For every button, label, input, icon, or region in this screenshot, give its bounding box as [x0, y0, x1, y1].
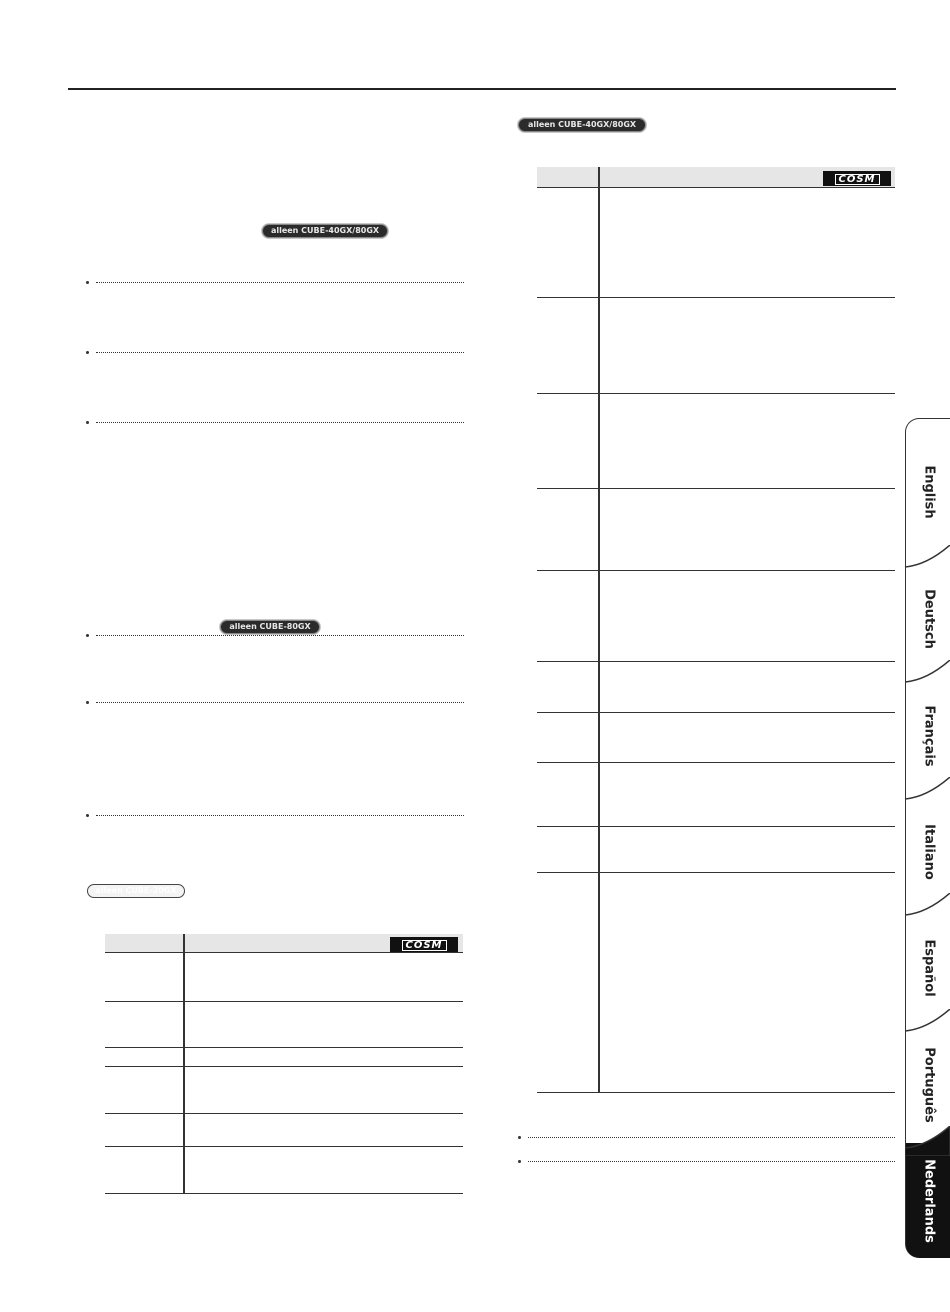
table-rule — [105, 1066, 463, 1067]
dotted-leader — [96, 635, 464, 636]
tab-label: Italiano — [921, 824, 936, 880]
table-rule — [105, 1047, 463, 1048]
table-rule — [105, 1193, 463, 1194]
table-rule — [537, 187, 895, 188]
tab-label: English — [921, 464, 936, 519]
tab-divider-curve — [905, 660, 950, 690]
tab-divider-curve — [905, 777, 950, 807]
tab-divider-curve — [905, 1126, 950, 1156]
table-rule — [537, 712, 895, 713]
table-rule — [537, 826, 895, 827]
table-rule — [105, 1113, 463, 1114]
table-rule — [537, 570, 895, 571]
table-rule — [537, 661, 895, 662]
cosm-logo: COSM — [390, 937, 458, 952]
model-badge: alleen CUBE-40GX/80GX — [262, 224, 388, 238]
table-rule — [537, 488, 895, 489]
dotted-leader — [96, 815, 464, 816]
dotted-leader — [96, 282, 464, 283]
table-rule — [105, 952, 463, 953]
table-rule — [537, 762, 895, 763]
tab-label: Español — [921, 939, 936, 997]
dotted-leader — [96, 352, 464, 353]
top-rule — [68, 88, 896, 90]
tab-label: Deutsch — [921, 588, 936, 649]
tab-label: Nederlands — [921, 1158, 936, 1243]
dotted-leader — [528, 1137, 895, 1138]
table-rule — [537, 1092, 895, 1093]
bullet — [86, 421, 89, 424]
dotted-leader — [96, 702, 464, 703]
bullet — [518, 1136, 521, 1139]
cosm-logo: COSM — [823, 171, 891, 186]
dotted-leader — [528, 1161, 895, 1162]
tab-label: Português — [921, 1046, 936, 1123]
model-badge: alleen CUBE-20GX — [87, 884, 185, 898]
table-rule — [537, 872, 895, 873]
table-column-divider — [598, 167, 600, 1092]
bullet — [518, 1160, 521, 1163]
tab-divider-curve — [905, 893, 950, 923]
tab-divider-curve — [905, 1009, 950, 1039]
tab-nederlands[interactable] — [905, 1143, 950, 1258]
tab-divider-curve — [905, 545, 950, 575]
tab-label: Français — [921, 704, 936, 767]
bullet — [86, 634, 89, 637]
model-badge: alleen CUBE-80GX — [220, 620, 320, 634]
bullet — [86, 351, 89, 354]
table-rule — [105, 1001, 463, 1002]
table-rule — [105, 1146, 463, 1147]
bullet — [86, 701, 89, 704]
tab-english[interactable] — [905, 418, 950, 564]
bullet — [86, 814, 89, 817]
dotted-leader — [96, 422, 464, 423]
table-rule — [537, 297, 895, 298]
model-badge: alleen CUBE-40GX/80GX — [518, 118, 646, 132]
table-column-divider — [183, 934, 185, 1193]
table-rule — [537, 393, 895, 394]
bullet — [86, 281, 89, 284]
